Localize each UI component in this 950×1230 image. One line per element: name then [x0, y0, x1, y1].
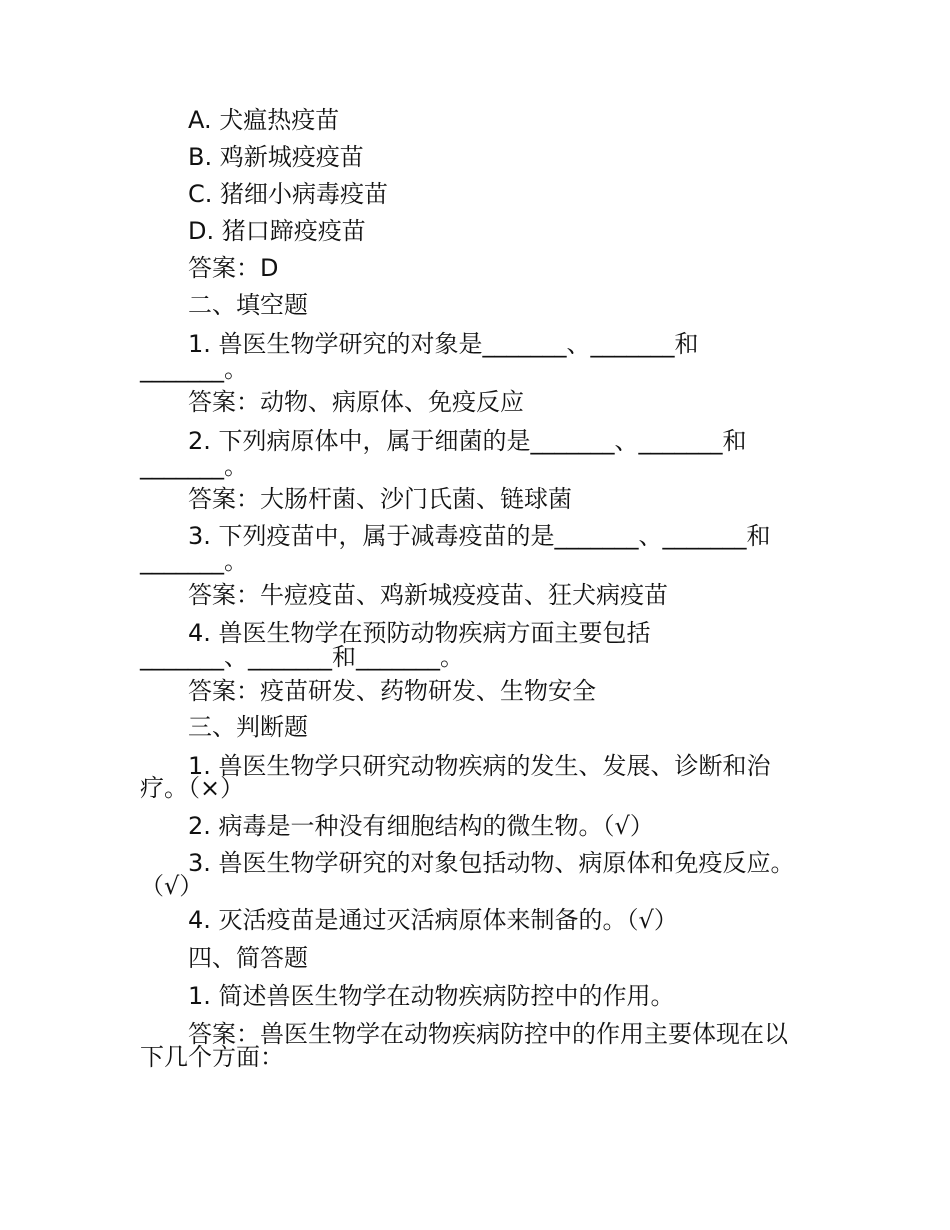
section-heading: 二、填空题: [188, 291, 308, 319]
answer-line: 答案：疫苗研发、药物研发、生物安全: [188, 677, 596, 705]
answer-line: 答案：牛痘疫苗、鸡新城疫疫苗、狂犬病疫苗: [188, 581, 668, 609]
question-line: 4. 灭活疫苗是通过灭活病原体来制备的。（√）: [188, 906, 678, 934]
question-line: 1. 简述兽医生物学在动物疾病防控中的作用。: [188, 982, 675, 1010]
question-line: 4. 兽医生物学在预防动物疾病方面主要包括: [188, 619, 651, 647]
section-heading: 三、判断题: [188, 713, 308, 741]
option-d: D. 猪口蹄疫疫苗: [188, 217, 366, 245]
question-line: 3. 下列疫苗中，属于减毒疫苗的是_______、_______和: [188, 522, 771, 550]
question-line: 2. 下列病原体中，属于细菌的是_______、_______和: [188, 427, 747, 455]
question-continuation: 疗。（×）: [140, 774, 245, 802]
question-line: 1. 兽医生物学研究的对象是_______、_______和: [188, 330, 699, 358]
question-line: 2. 病毒是一种没有细胞结构的微生物。（√）: [188, 812, 654, 840]
answer-line: 答案：兽医生物学在动物疾病防控中的作用主要体现在以: [188, 1020, 788, 1048]
answer-line: 答案：大肠杆菌、沙门氏菌、链球菌: [188, 485, 572, 513]
option-c: C. 猪细小病毒疫苗: [188, 180, 389, 208]
question-continuation: _______。: [140, 355, 248, 383]
answer-continuation: 下几个方面：: [140, 1043, 284, 1071]
section-heading: 四、简答题: [188, 944, 308, 972]
question-continuation: _______。: [140, 547, 248, 575]
option-a: A. 犬瘟热疫苗: [188, 106, 340, 134]
answer-line: 答案：D: [188, 254, 279, 282]
answer-line: 答案：动物、病原体、免疫反应: [188, 388, 524, 416]
question-line: 3. 兽医生物学研究的对象包括动物、病原体和免疫反应。: [188, 849, 795, 877]
question-continuation: _______、_______和_______。: [140, 643, 464, 671]
question-continuation: _______。: [140, 452, 248, 480]
question-continuation: （√）: [140, 872, 204, 900]
question-line: 1. 兽医生物学只研究动物疾病的发生、发展、诊断和治: [188, 752, 771, 780]
option-b: B. 鸡新城疫疫苗: [188, 143, 364, 171]
